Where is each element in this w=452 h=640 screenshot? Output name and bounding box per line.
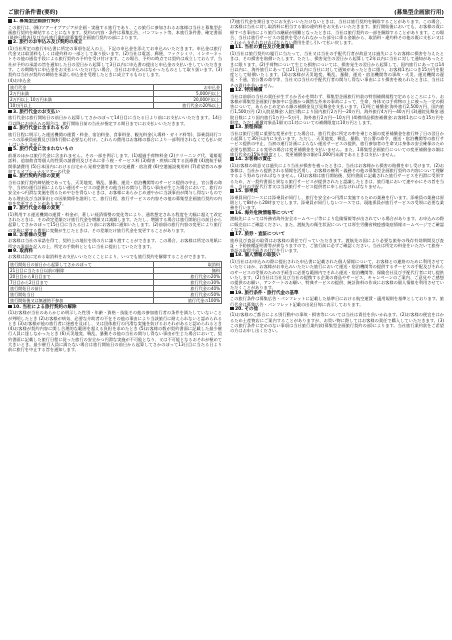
table-cell: 7日目から2日目まで	[9, 279, 154, 285]
section-paragraph: (7)旅行代金を期日までにお支払いいただけないときは、当社は旅行契約を解除することがあります。この場合、お客様は当社に対し取消料に相当する額の違約料をお支払いいただきます。旅行開始後においても、お客様の責に帰すべき事由により旅行の継続が困難となったときは、当社は旅行契約の一部を解除することがあります。この場合、当社は旅行サービスの提供を受けられなかった部分に係る金額から、取消料・違約料その他の既に支払い又はこれから支払わなければならない費用を差し引いて払い戻します。	[230, 19, 444, 46]
table-cell: 旅行代金の20%	[153, 273, 221, 279]
table-cell: 旅行代金の30%	[153, 279, 221, 285]
section-heading: 13. 旅程保証	[230, 125, 444, 131]
table-cell: お申込金	[153, 84, 221, 90]
terms-document	[8, 4, 444, 636]
table-cell: 20,000円以上	[153, 96, 221, 102]
section-paragraph: 渡航先によっては外務省海外安全ホームページ等により危険情報等が出されている場合があります。お申込みの際に販売店にご確認ください。また、渡航先の衛生状況については厚生労働省検疫感染症情報ホームページでご確認ください。	[230, 216, 444, 232]
table-cell: 5,000円以上	[153, 90, 221, 96]
section-heading: 2. 旅行のお申込み及び契約の成立	[8, 40, 222, 46]
section-heading: 8. お客様の交替	[8, 233, 222, 239]
section-paragraph: (1)当社所定の旅行申込書に所定の事項を記入の上、下記の申込金を添えてお申込みいただきます。申込金は旅行代金又は取消料もしくは違約料の一部として取り扱います。(2)当社は電話、郵便、ファクシミリ、インターネットその他の通信手段による旅行契約の予約を受け付けます。この場合、予約の時点では契約は成立しておらず、当社が予約の承諾の旨を通知した日の翌日から起算して3日以内に申込書の提出と申込金の支払いをしていただきます。この期間内に申込金をお支払いいただけない場合、当社はお申込みはなかったものとして取り扱います。(3)契約は当社が契約の締結を承諾し申込金を受理したときに成立するものとします。	[8, 45, 222, 78]
section-heading: 1. 募集型企画旅行契約	[8, 19, 222, 25]
section-paragraph: 前項のほかは旅行代金に含まれません。その一部を例示します。(1)超過手荷物料金 (2)クリーニング代、電報電話料、追加飲食等個人的性質の諸費用及びそれに伴う税・サービス料 (3)傷害・疾病に関する医療費 (4)渡航手続関係諸費用 (5)日本国内における自宅から発着空港等までの交通費・宿泊費 (6)空港施設使用料 (7)希望者のみ参加するオプショナルツアーの代金	[8, 152, 222, 174]
table-cell: 旅行開始後又は無連絡不参加	[9, 297, 154, 303]
table-cell: 旅行開始当日	[9, 291, 154, 297]
document-header	[8, 4, 444, 18]
table-cell: 2万円未満	[9, 90, 154, 96]
section-paragraph: (1)当社は旅行契約の履行に当たって、当社又は当社の手配代行者が故意又は過失によりお客様に損害を与えたときは、その損害を賠償いたします。ただし、損害発生の翌日から起算して2年以内に当社に対して通知があったときに限ります。(2)手荷物について生じた損害については、損害発生の翌日から起算して、国内旅行にあっては14日以内に、海外旅行にあっては21日以内に当社に対して通知があったときに限り、お客様1名につき15万円を限度として賠償いたします。(3)お客様が天災地変、戦乱、暴動、運送・宿泊機関等の事故・火災、運送機関の遅延・不通、官公署の命令等、当社又は当社の手配代行者の関与し得ない事由により損害を被られたときは、当社はその責任を負いません。	[230, 50, 444, 88]
section-paragraph: お客様は当社の承諾を得て、契約上の地位を別の方に譲り渡すことができます。この場合、お客様は所定の用紙に所定の事項を記入の上、所定の手数料とともに当社に提出していただきます。	[8, 238, 222, 249]
section-paragraph: (4)お申込金	[8, 77, 31, 83]
section-heading: 15. 添乗員	[230, 189, 444, 195]
section-heading: 16. 海外危険情報等について	[230, 211, 444, 217]
section-paragraph: 旅行代金は旅行開始日の前日から起算してさかのぼって14日目に当たる日より前にお支払いいただきます。14日目以降にお申込みの場合は、旅行開始日前の当社が指定する期日までにお支払いいただきます。	[8, 115, 222, 126]
section-paragraph: 当社は前項の当社の責任が生ずるか否かを問わず、募集型企画旅行約款の特別補償規程で定めるところにより、お客様が募集型企画旅行参加中に急激かつ偶然な外来の事故によって、生命、身体又は手荷物の上に被った一定の損害について、あらかじめ定める額の補償金及び見舞金を支払います。(1)死亡補償金:海外旅行2,500万円、国内旅行1,500万円 (2)入院見舞金:入院日数により国内旅行2万円〜20万円、海外旅行4万円〜40万円 (3)通院見舞金:通院日数により国内旅行1万円〜5万円、海外旅行2万円〜10万円 (4)携帯品損害補償金:お客様1名につき15万円を限度。ただし補償対象品1個又は1対についての補償限度は10万円とします。	[230, 93, 444, 126]
section-heading: 3. 旅行代金のお支払い	[8, 110, 222, 116]
section-paragraph: 当社は旅行日程に重要な変更が生じた場合は、旅行代金に所定の率を乗じた額の変更補償金を旅行終了日の翌日から起算して30日以内に支払います。ただし、天災地変、戦乱、暴動、官公署の命令、運送・宿泊機関等の旅行サービス提供の中止、当初の運行計画によらない運送サービスの提供、旅行参加者の生命又は身体の安全確保のため必要な措置による変更の場合は変更補償金を支払いません。また、1募集型企画旅行についての変更補償金の額は旅行代金の15%を限度とし、変更補償金の額が1,000円未満であるときは支払いません。	[230, 130, 444, 158]
columns	[8, 19, 444, 633]
table-cell: 無料	[153, 267, 221, 273]
section-heading: 20. その他	[230, 307, 444, 313]
table-cell: 旅行代金の20%以上	[153, 102, 221, 108]
table-cell: 旅行代金の40%	[153, 285, 221, 291]
section-heading: 7. 旅行代金の額の変更	[8, 206, 222, 212]
table-cell: 2万円以上 10万円未満	[9, 96, 154, 102]
table-cell: 旅行開始日の前日	[9, 285, 154, 291]
section-heading: 9. 取消料	[8, 249, 222, 255]
section-heading: 12. 特別補償	[230, 88, 444, 94]
left-column	[8, 19, 222, 633]
table-cell: 20日目から8日目まで	[9, 273, 154, 279]
table-cell: 21日目に当たる日以前の解除	[9, 267, 154, 273]
section-paragraph: 添乗員同行コースには添乗員が同行し、旅行を安全かつ円滑に実施するための業務を行います。添乗員の業務は原則として8時から20時までとします。添乗員が同行しないコースでは、現地係員が旅行サービスの受領に必要な業務を行います。	[230, 194, 444, 211]
table-cell: 旅行代金	[9, 84, 154, 90]
fee-table	[8, 84, 222, 109]
document-title: ご旅行条件書(要約)	[8, 10, 58, 16]
section-heading: 10. 当社による旅行契約の解除	[8, 305, 222, 311]
section-heading: 19. 旅行条件・旅行代金の基準	[230, 291, 444, 297]
fee-table	[8, 261, 222, 304]
section-paragraph: お客様は次に定める取消料をお支払いいただくことにより、いつでも旅行契約を解除することができます。	[8, 254, 209, 260]
section-paragraph: 当社は旅行契約締結後であっても、天災地変、戦乱、暴動、運送・宿泊機関等のサービス提供の中止、官公署の命令、当初の運行計画によらない運送サービスの提供その他当社の関与し得ない事由が生じた場合において、旅行の安全かつ円滑な実施を図るためやむを得ないときは、お客様にあらかじめ速やかに当該事由が関与し得ないものである理由及び当該事由との因果関係を説明して、旅行日程、旅行サービスの内容その他の募集型企画旅行契約の内容を変更することがあります。	[8, 179, 222, 206]
section-paragraph: この旅行条件は募集広告・パンフレットに記載した基準日における航空運賃・適用規則を基準としております。旅行代金は募集広告・パンフレット記載の出発日毎に表示しております。	[230, 296, 444, 307]
section-heading: 17. 旅券・査証について	[230, 232, 444, 238]
section-heading: 6. 旅行契約内容の変更	[8, 174, 222, 180]
table-cell: 取消料	[153, 261, 221, 267]
section-heading: 4. 旅行代金に含まれるもの	[8, 126, 222, 132]
section-heading: 5. 旅行代金に含まれないもの	[8, 147, 222, 153]
table-cell: 旅行代金の50%	[153, 291, 221, 297]
table-cell: 旅行代金の100%	[153, 297, 221, 303]
section-paragraph: (1)お客様の故意又は過失により当社が損害を被ったときは、当社はお客様から損害の賠償を申し受けます。(2)お客様は、当社から提供される情報を活用し、お客様の権利・義務その他の募集型企画旅行契約の内容について理解するよう努めなければなりません。(3)お客様は旅行開始後、契約書面に記載された旅行サービスを円滑に受領するため、万一契約書面と異なる旅行サービスが提供されたと認識したときは、旅行地において速やかにその旨を当社、当社の手配代行者又は当該旅行サービス提供者に申し出なければなりません。	[230, 162, 444, 190]
table-row	[9, 102, 222, 108]
section-paragraph: (1)お客様が当社のあらかじめ明示した性別・年齢・資格・技能その他の参加旅行者の条件を満たしていないことが判明したとき (2)お客様が病気、必要な介助者の不在その他の事由により当該旅行に耐えられないと認められるとき (3)お客様が他の旅行者に迷惑を及ぼし、又は団体旅行の円滑な実施を妨げるおそれがあると認められるとき (4)お客様が契約内容に関し合理的な範囲を超える負担を求めたとき (5)お客様の数が契約書面に記載した最少催行人員に達しなかったとき (6)天災地変、戦乱、暴動その他の当社の関与し得ない事由が生じた場合において、契約書面に記載した旅行日程に従った旅行の安全かつ円滑な実施が不可能となり、又は不可能となるおそれが極めて大きいとき。最少催行人員に満たない場合は旅行開始日の前日から起算してさかのぼって13日目に当たる日より前に旅行を中止する旨を通知します。	[8, 310, 222, 353]
section-paragraph: (1)お客様のご都合による別行動中の事故・損害等については当社は責任を負いかねます。(2)お客様の便宜をはかるため土産物店にご案内することがありますが、お買い物に際してはお客様の責任で購入していただきます。(3)この旅行条件に定めのない事項は当社旅行業約款(募集型企画旅行契約の部)によります。当社旅行業約款をご希望の方はお申し出ください。	[230, 312, 444, 334]
table-cell: 旅行開始日の前日から起算してさかのぼって	[9, 261, 154, 267]
table-row	[9, 297, 222, 303]
section-heading: 14. お客様の責任	[230, 157, 444, 163]
section-paragraph: この旅行は、(株)ツアーオブアジアが企画・実施する旅行であり、この旅行に参加されるお客様は当社と募集型企画旅行契約を締結することになります。契約の内容・条件は募集広告、パンフレット等、本旅行条件書、確定書面(最終日程表)及び当社旅行業約款募集型企画旅行契約の部によります。	[8, 24, 222, 41]
section-paragraph: (1)利用する運送機関の運賃・料金が、著しい経済情勢の変化等により、通常想定される程度を大幅に超えて改定されたときは、その改定差額だけ旅行代金を増額又は減額します。ただし、増額する場合は旅行開始日の前日から起算してさかのぼって15日目に当たる日より前にお客様に通知いたします。(2)前項の旅行内容の変更により旅行の実施に要する費用に変動が生じたときは、その差額だけ旅行代金を変更することがあります。	[8, 211, 222, 233]
section-heading: 18. 個人情報の取扱い	[230, 253, 444, 259]
table-cell: 10万円以上	[9, 102, 154, 108]
section-heading: 11. 当社の責任及び免責事項	[230, 45, 444, 51]
section-paragraph: 旅行日程に明示した運送機関の運賃・料金、宿泊料金、食事料金、観光料金(入場料・ガイド料等)、添乗員同行コースの添乗員経費及び団体行動に必要な心付け。これらの費用はお客様の都合により一部利用されなくても払い戻しはいたしません。	[8, 131, 222, 148]
right-column	[230, 19, 444, 633]
section-paragraph: 旅券及び査証の取得はお客様の責任で行っていただきます。渡航先の国により必要な旅券の残存有効期間及び査証・予防接種証明書等が異なりますので、ご旅行前に必ずご確認ください。当社は所定の料金をいただいて旅券・査証の取得手続きの代行を行います。	[230, 237, 444, 254]
document-note: (募集型企画旅行用)	[394, 10, 444, 16]
section-paragraph: (1)当社はお申込みの際に提出された申込書に記載された個人情報について、お客様との連絡のために利用させていただくほか、お客様がお申込みいただいた旅行において運送・宿泊機関等の提供するサービスの手配及びそれらのサービスの受領のための手続きに必要な範囲内でそれら運送・宿泊機関等、保険会社及び手配代行者に対し提供いたします。(2)当社は当社及び当社の提携する企業の商品やサービス、キャンペーンのご案内、ご意見やご感想の提供のお願い、アンケートのお願い、特典サービスの提供、統計資料の作成にお客様の個人情報を利用させていただくことがあります。	[230, 258, 444, 291]
